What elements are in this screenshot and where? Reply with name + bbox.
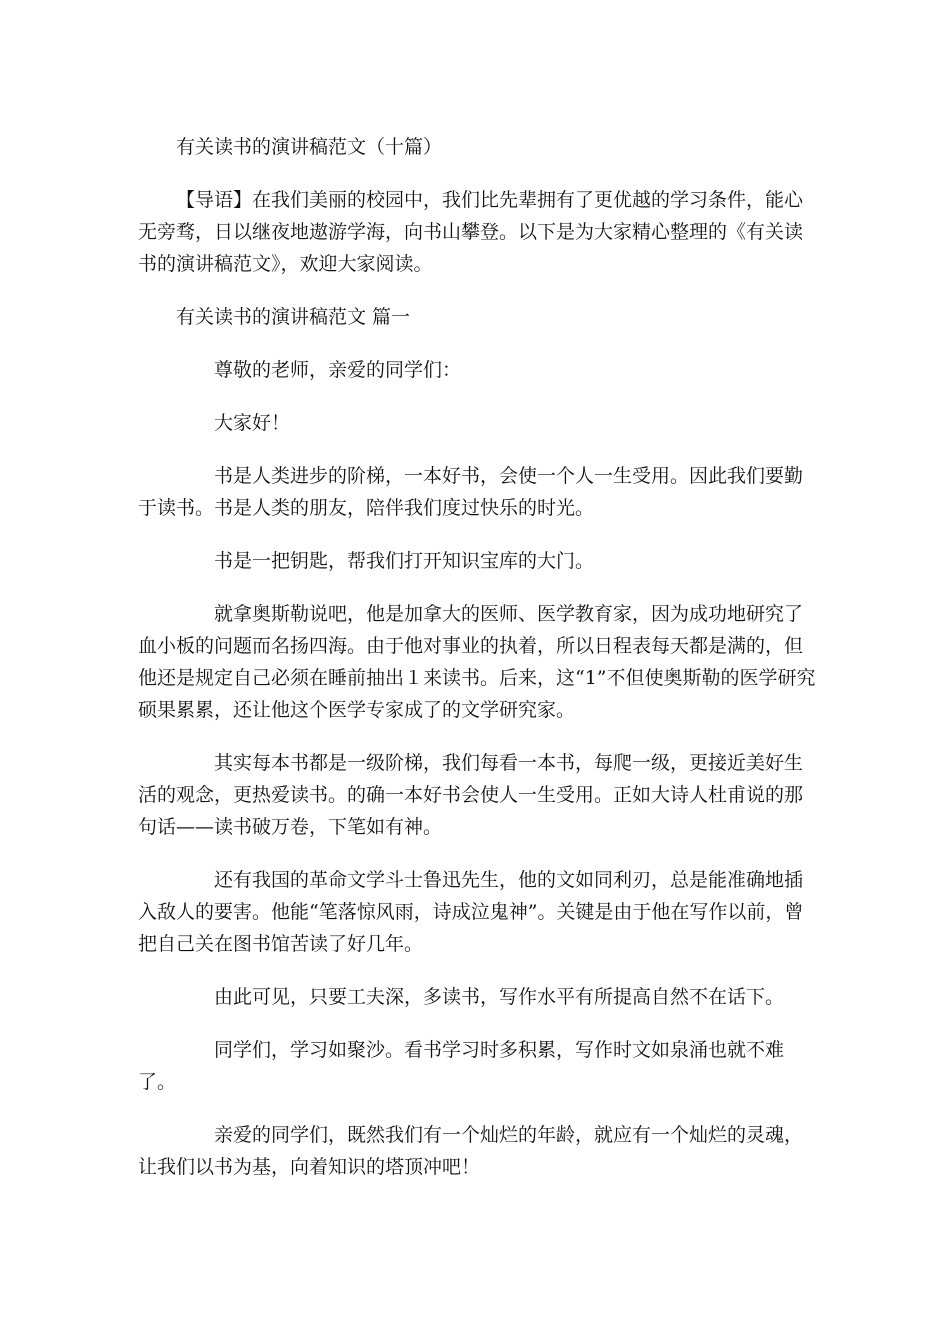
- body-paragraph: 书是人类进步的阶梯，一本好书，会使一个人一生受用。因此我们要勤于读书。书是人类的朋友，陪伴我们度过快乐的时光。: [138, 465, 804, 519]
- salutation: 尊敬的老师，亲爱的同学们：: [214, 359, 462, 381]
- greeting: 大家好！: [214, 412, 291, 434]
- body-paragraph: 还有我国的革命文学斗士鲁迅先生，他的文如同利刃，总是能准确地插入敌人的要害。他能“笔落惊风雨，诗成泣鬼神”。关键是由于他在写作以前，曾把自己关在图书馆苦读了好几年。: [138, 869, 804, 955]
- section-heading: 有关读书的演讲稿范文 篇一: [176, 306, 411, 328]
- intro-paragraph: 【导语】在我们美丽的校园中，我们比先辈拥有了更优越的学习条件，能心无旁骛，日以继夜地遨游学海，向书山攀登。以下是为大家精心整理的《有关读书的演讲稿范文》，欢迎大家阅读。: [138, 189, 804, 275]
- body-paragraph: 书是一把钥匙，帮我们打开知识宝库的大门。: [214, 550, 595, 572]
- body-paragraph: 由此可见，只要工夫深，多读书，写作水平有所提高自然不在话下。: [214, 986, 785, 1008]
- document-body: [138, 131, 818, 1183]
- body-paragraph: 就拿奥斯勒说吧，他是加拿大的医师、医学教育家，因为成功地研究了血小板的问题而名扬四海。由于他对事业的执着，所以日程表每天都是满的，但他还是规定自己必须在睡前抽出１来读书。后来，这“1”不但使奥斯勒的医学研究硕果累累，还让他这个医学专家成了的文学研究家。: [138, 603, 816, 721]
- document-title: 有关读书的演讲稿范文（十篇）: [176, 136, 443, 158]
- closing-paragraph: 亲爱的同学们，既然我们有一个灿烂的年龄，就应有一个灿烂的灵魂，让我们以书为基，向着知识的塔顶冲吧！: [138, 1124, 804, 1178]
- body-paragraph: 其实每本书都是一级阶梯，我们每看一本书，每爬一级，更接近美好生活的观念，更热爱读书。的确一本好书会使人一生受用。正如大诗人杜甫说的那句话——读书破万卷，下笔如有神。: [138, 752, 804, 838]
- body-paragraph: 同学们，学习如聚沙。看书学习时多积累，写作时文如泉涌也就不难了。: [138, 1039, 785, 1093]
